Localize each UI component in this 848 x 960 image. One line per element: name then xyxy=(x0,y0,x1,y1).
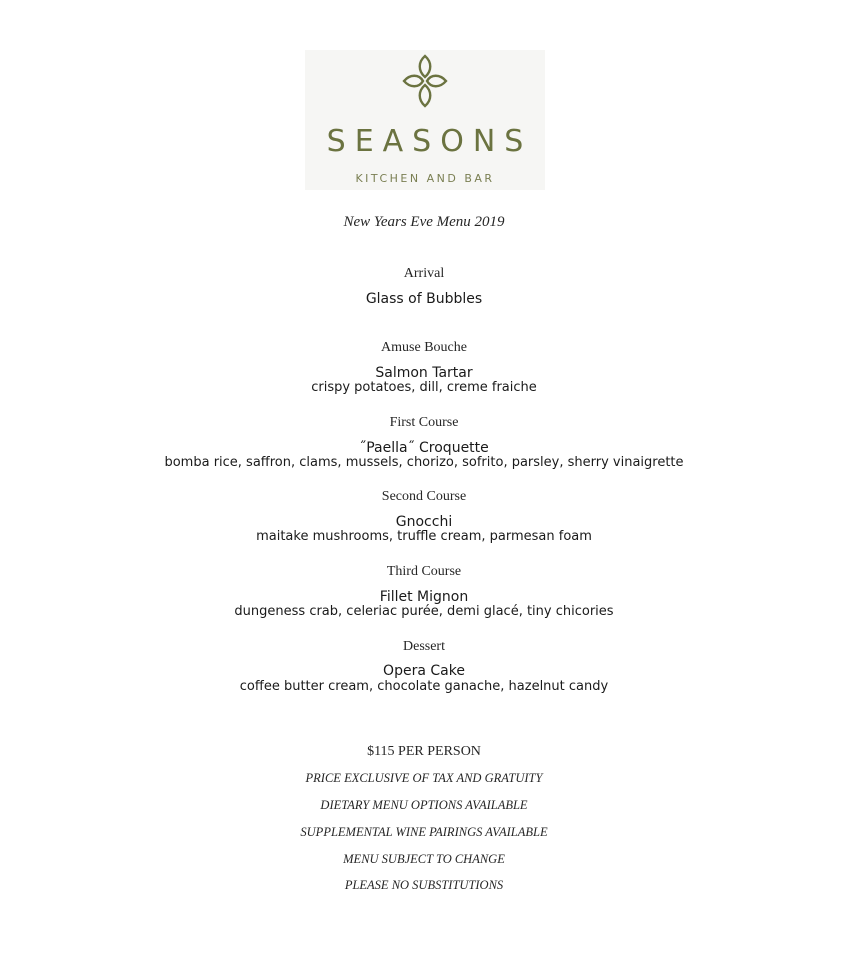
course-label: Amuse Bouche xyxy=(381,340,467,355)
dish-name: Fillet Mignon xyxy=(379,589,469,605)
dish-name: Salmon Tartar xyxy=(375,365,473,381)
course-label: First Course xyxy=(389,415,459,430)
brand-tagline: KITCHEN AND BAR xyxy=(355,172,495,185)
dish-name: Opera Cake xyxy=(383,663,465,679)
four-petal-leaf-icon xyxy=(401,52,449,110)
dish-description: maitake mushrooms, truffle cream, parmesan foam xyxy=(256,529,592,544)
price-per-person: $115 PER PERSON xyxy=(367,744,481,759)
menu-note: SUPPLEMENTAL WINE PAIRINGS AVAILABLE xyxy=(300,825,548,839)
menu-note: PRICE EXCLUSIVE OF TAX AND GRATUITY xyxy=(305,771,543,785)
course-label: Second Course xyxy=(381,489,467,504)
dish-description: bomba rice, saffron, clams, mussels, chorizo, sofrito, parsley, sherry vinaigrette xyxy=(164,455,684,470)
course-label: Dessert xyxy=(403,639,445,654)
seasons-logo xyxy=(305,50,545,190)
course-label: Third Course xyxy=(386,564,462,579)
dish-description: dungeness crab, celeriac purée, demi glacé, tiny chicories xyxy=(234,604,614,619)
dish-name: Gnocchi xyxy=(395,514,453,530)
menu-title: New Years Eve Menu 2019 xyxy=(343,214,505,230)
dish-name: Glass of Bubbles xyxy=(365,291,483,307)
dish-description: crispy potatoes, dill, creme fraiche xyxy=(311,380,537,395)
menu-note: PLEASE NO SUBSTITUTIONS xyxy=(344,878,504,892)
course-label: Arrival xyxy=(403,266,445,281)
dish-name: ˝Paella˝ Croquette xyxy=(359,440,489,456)
menu-note: MENU SUBJECT TO CHANGE xyxy=(343,852,505,866)
menu-note: DIETARY MENU OPTIONS AVAILABLE xyxy=(320,798,528,812)
brand-name: SEASONS xyxy=(326,124,533,159)
dish-description: coffee butter cream, chocolate ganache, hazelnut candy xyxy=(239,679,609,694)
